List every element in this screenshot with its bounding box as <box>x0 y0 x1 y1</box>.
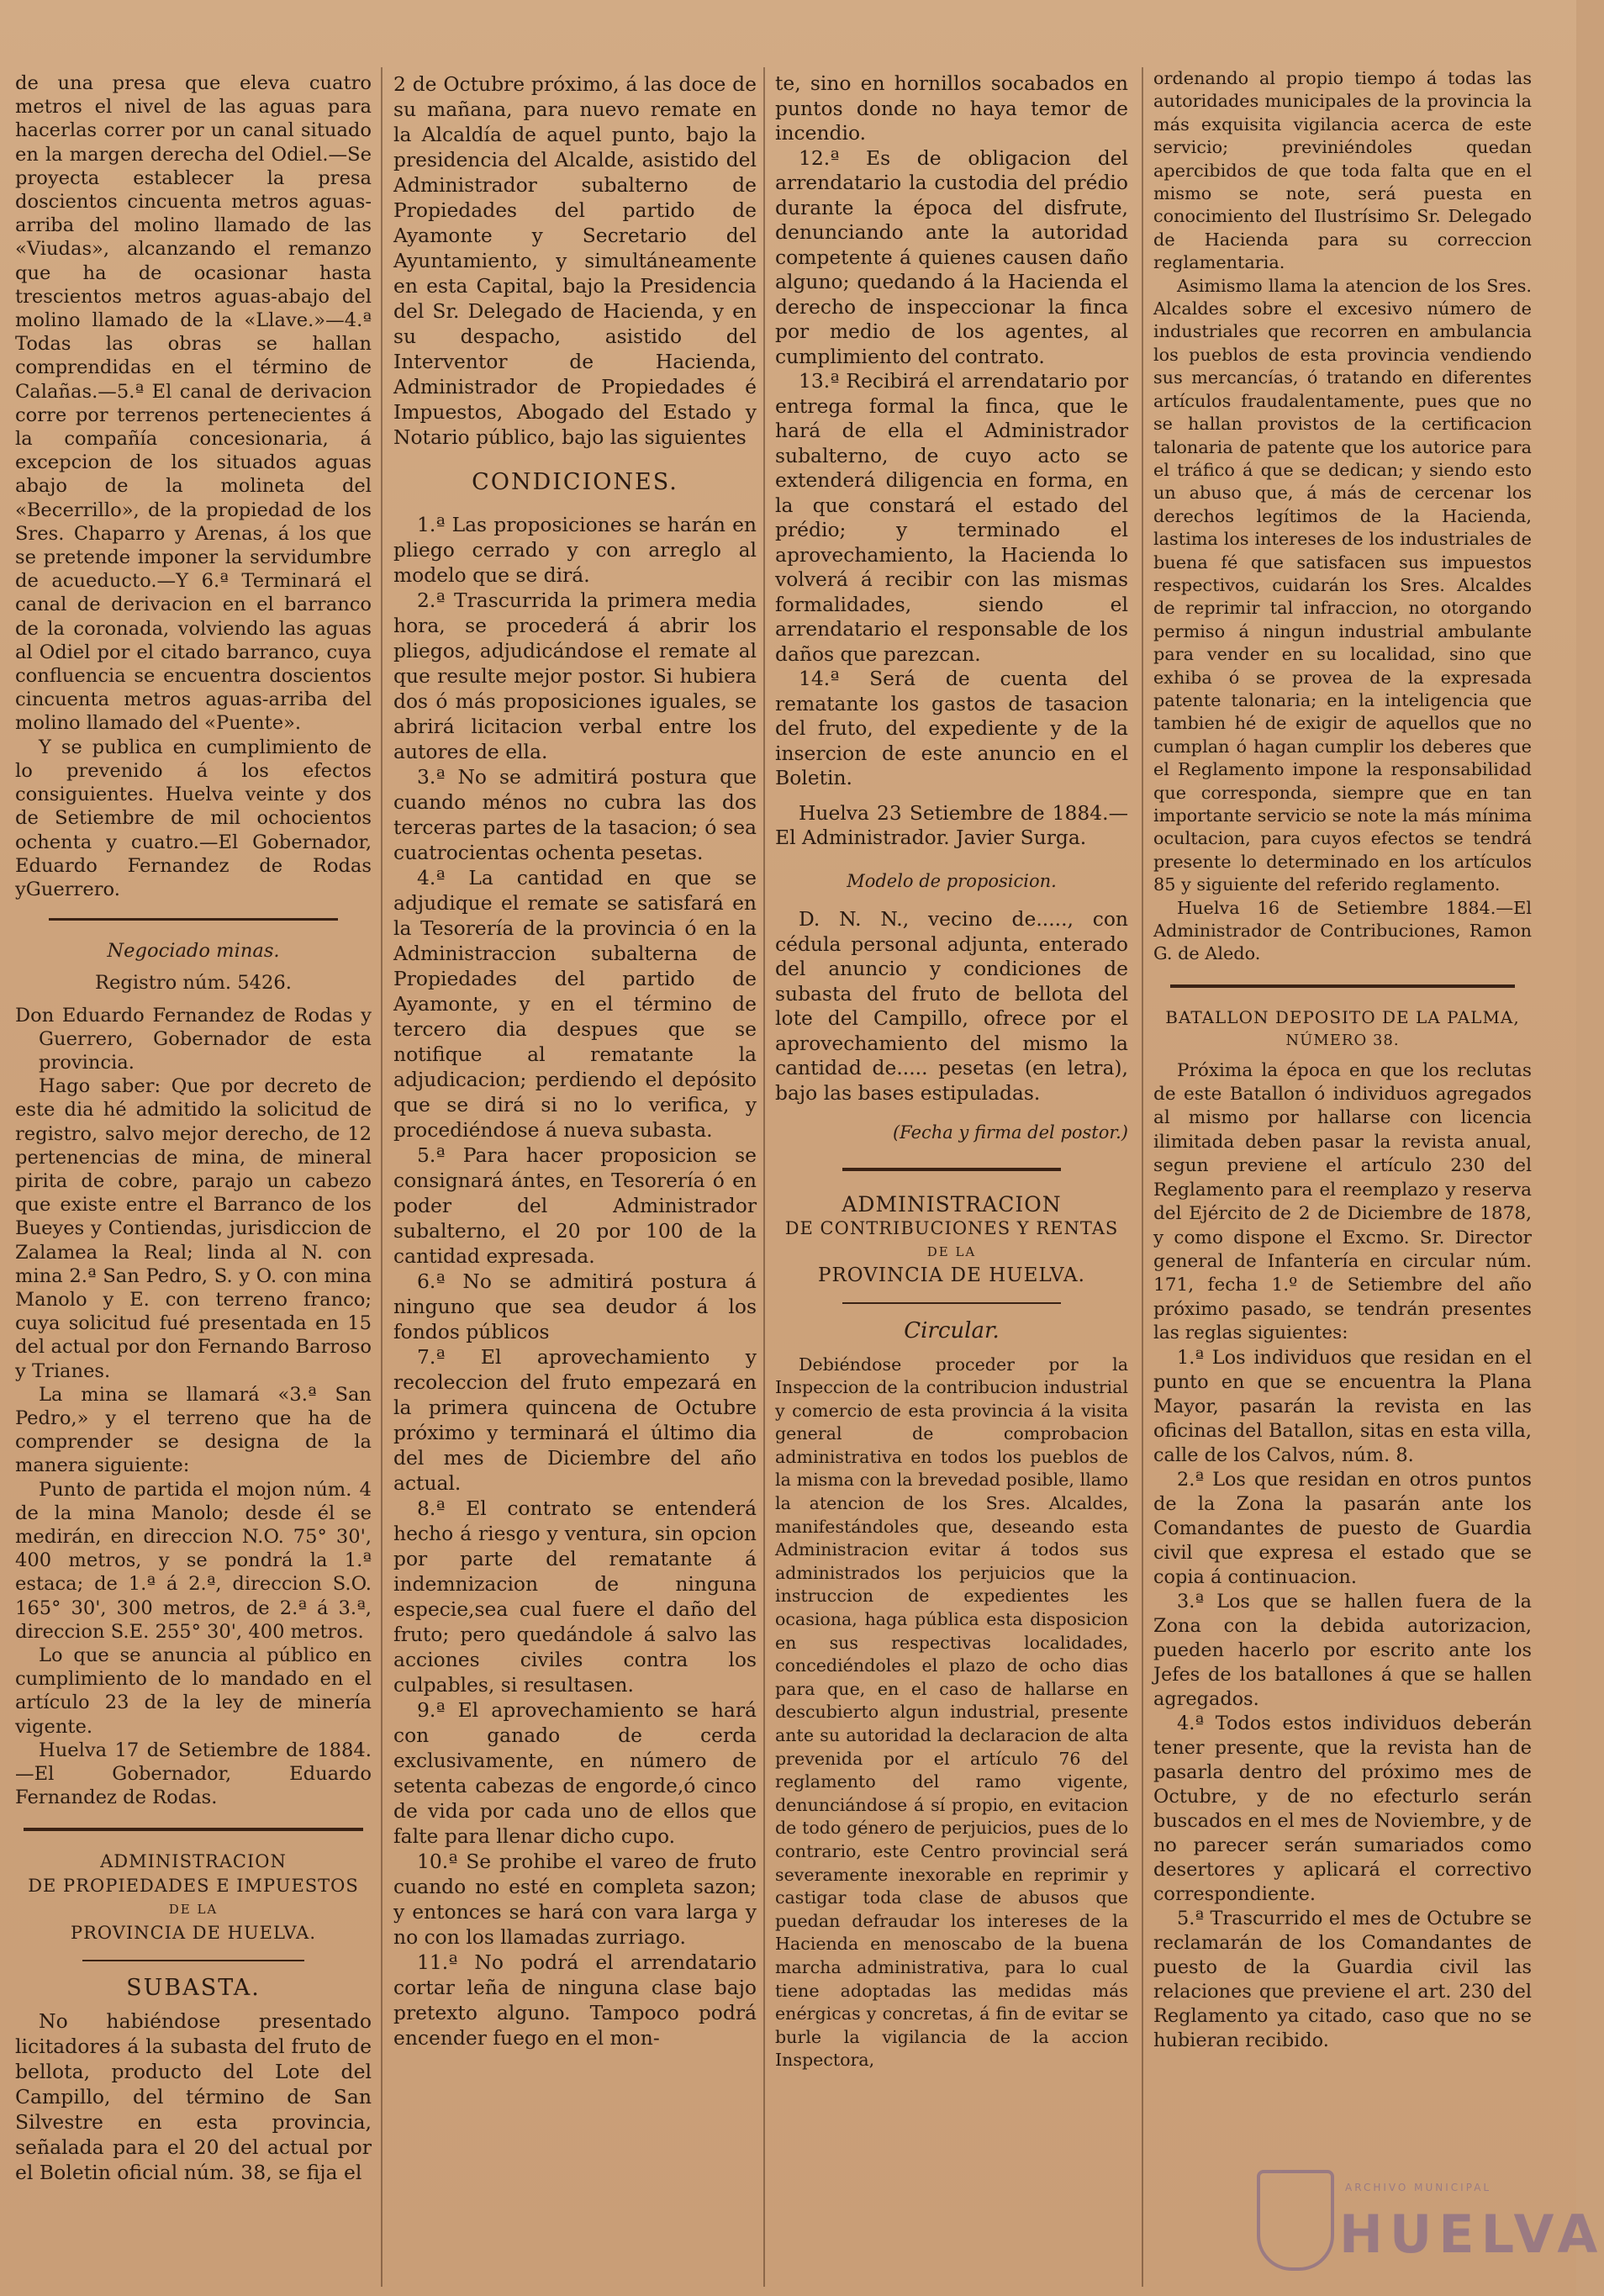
paragraph: te, sino en hornillos socabados en puntos donde no haya temor de incendio. <box>775 71 1128 145</box>
rule-item: 1.ª Los individuos que residan en el punto en que se encuentra la Plana Mayor, pasarán la revista en las oficinas del Batallon, sitas en esta villa, calle de los Calvos, núm. 8. <box>1153 1346 1532 1466</box>
condition: 10.ª Se prohibe el vareo de fruto cuando no esté en completa sazon; y entonces se hará con vara larga y no con los llamadas zurriago. <box>393 1850 757 1949</box>
column-1 <box>15 71 372 2185</box>
heading-line: DE LA <box>168 1901 219 1917</box>
column-divider <box>763 67 765 2287</box>
archive-stamp <box>1257 2155 1604 2281</box>
condition: 11.ª No podrá el arrendatario cortar leña de ninguna clase bajo pretexto alguno. Tampoco podrá encender fuego en el mon- <box>393 1950 757 2050</box>
paragraph: Don Eduardo Fernandez de Rodas y Guerrero, Gobernador de esta provincia. <box>15 1004 372 1074</box>
condition: 1.ª Las proposiciones se harán en pliego cerrado y con arreglo al modelo que se dirá. <box>393 513 757 587</box>
section-rule <box>49 918 338 921</box>
condition: 6.ª No se admitirá postura á ninguno que sea deudor á los fondos públicos <box>393 1269 757 1343</box>
paragraph: Asimismo llama la atencion de los Sres. Alcaldes sobre el excesivo número de industriales que recorren en ambulancia los pueblos de esta provincia vendiendo sus mercancías, ó tratando en diferentes artículos fraudalentamente, pues que no se hallan provistos de la certificacion talonaria de patente que los autorice para el tráfico á que se dedican; y siendo esto un abuso que, á más de cercenar los derechos legítimos de la Hacienda, lastima los intereses de los industriales de buena fé que satisfacen sus impuestos respectivos, cuidarán los Sres. Alcaldes de reprimir tal infraccion, no otorgando permiso á ningun industrial ambulante para vender en su localidad, sino que exhiba ó se provea de la expresada patente talonaria; en la inteligencia que tambien hé de exigir de aquellos que no cumplan ó hagan cumplir los deberes que el Reglamento impone la responsabilidad que corresponda, siempre que en tan importante servicio se note la más mínima ocultacion, para cuyos efectos se tendrá presente lo determinado en los artículos 85 y siguiente del referido reglamento. <box>1153 275 1532 895</box>
condition: 2.ª Trascurrida la primera media hora, se procederá á abrir los pliegos, adjudicándose el remate al que resulte mejor postor. Si hubiera dos ó más proposiciones iguales, se abrirá licitacion verbal entre los autores de ella. <box>393 589 757 763</box>
heading-line: PROVINCIA DE HUELVA. <box>818 1264 1085 1287</box>
condition: 7.ª El aprovechamiento y recoleccion del fruto empezará en la primera quincena de Octubre próximo y terminará el último dia del mes de Diciembre del año actual. <box>393 1345 757 1495</box>
condition: 8.ª El contrato se entenderá hecho á riesgo y ventura, sin opcion por parte del rematante á indemnizacion de ninguna especie,sea cual fuere el daño del fruto; pero quedándole á salvo las acciones civiles contra los culpables, si resultasen. <box>393 1496 757 1697</box>
section-rule <box>24 1828 363 1831</box>
section-heading: CONDICIONES. <box>472 469 678 495</box>
paragraph: Debiéndose proceder por la Inspeccion de la contribucion industrial y comercio de esta provincia á la visita general de comprobacion administrativa en todos los pueblos de la misma con la brevedad posible, llamo la atencion de los Sres. Alcaldes, manifestándoles que, deseando esta Administracion evitar á todos sus administrados los perjuicios que la instruccion de expedientes les ocasiona, haga pública esta disposicion en sus respectivas localidades, concediéndoles el plazo de ocho dias para que, en el caso de hallarse en descubierto algun industrial, presente ante su autoridad la declaracion de alta prevenida por el artículo 76 del reglamento del ramo vigente, denunciándose á sí propio, en evitacion de todo género de perjuicios, pues de lo contrario, este Centro provincial será severamente inexorable en reprimir y castigar toda clase de abusos que puedan defraudar los intereses de la Hacienda en menoscabo de la buena marcha administrativa, para lo cual tiene adoptadas las medidas más enérgicas y concretas, á fin de evitar se burle la vigilancia de la accion Inspectora, <box>775 1354 1128 2071</box>
paragraph: No habiéndose presentado licitadores á la subasta del fruto de bellota, producto del Lote del Campillo, del término de San Silvestre en esta provincia, señalada para el 20 del actual por el Boletin oficial núm. 38, se fija el <box>15 2009 372 2185</box>
rule-item: 5.ª Trascurrido el mes de Octubre se reclamarán de los Comandantes de puesto de la Guardia civil las relaciones que previene el art. 230 del Reglamento ya citado, caso que no se hubieran recibido. <box>1153 1907 1532 2051</box>
paragraph: Próxima la época en que los reclutas de este Batallon ó individuos agregados al mismo por hallarse con licencia ilimitada deben pasar la revista anual, segun previene el artículo 230 del Reglamento para el reemplazo y reserva del Ejército de 2 de Diciembre de 1878, y como dispone el Excmo. Sr. Director general de Infantería en circular núm. 171, fecha 1.º de Setiembre del año próximo pasado, se tendrán presentes las reglas siguientes: <box>1153 1059 1532 1344</box>
paragraph: Lo que se anuncia al público en cumplimiento de lo mandado en el artículo 23 de la ley de minería vigente. <box>15 1644 372 1738</box>
paragraph: de una presa que eleva cuatro metros el nivel de las aguas para hacerlas correr por un canal situado en la margen derecha del Odiel.—Se proyecta establecer la presa doscientos cincuenta metros aguas-arriba del molino llamado de las «Viudas», alcanzando el remanzo que ha de ocasionar hasta trescientos metros aguas-abajo del molino llamado de la «Llave.»—4.ª Todas las obras se hallan comprendidas en el término de Calañas.—5.ª El canal de derivacion corre por terrenos pertenecientes á la compañía concesionaria, á excepcion de los situados aguas abajo de la molineta del «Becerrillo», de la propiedad de los Sres. Chaparro y Arenas, á los que se pretende imponer la servidumbre de acueducto.—Y 6.ª Terminará el canal de derivacion en el barranco de la coronada, volviendo las aguas al Odiel por el citado barranco, cuya confluencia se encuentra doscientos cincuenta metros aguas-arriba del molino llamado del «Puente». <box>15 72 372 735</box>
stamp-label: ARCHIVO MUNICIPAL <box>1345 2182 1492 2193</box>
rule-item: 2.ª Los que residan en otros puntos de la Zona la pasarán ante los Comandantes de puesto de Guardia civil que expresa el estado que se copia á continuacion. <box>1153 1468 1532 1588</box>
condition: 5.ª Para hacer proposicion se consignará ántes, en Tesorería ó en poder del Administrador subalterno, el 20 por 100 de la cantidad expresada. <box>393 1143 757 1268</box>
condition: 3.ª No se admitirá postura que cuando ménos no cubra las dos terceras partes de la tasacion; ó sea cuatrocientas ochenta pesetas. <box>393 765 757 864</box>
heading-line: DE CONTRIBUCIONES Y RENTAS <box>784 1217 1119 1238</box>
paragraph: Hago saber: Que por decreto de este dia hé admitido la solicitud de registro, salvo mejor derecho, de 12 pertenencias de mina, de mineral pirita de cobre, parajo un cabezo que existe entre el Barranco de los Bueyes y Contiendas, jurisdiccion de Zalamea la Real; linda al N. con mina 2.ª San Pedro, S. y O. con mina Manolo y E. con terreno franco; cuya solicitud fué presentada en 15 del actual por don Fernando Barroso y Trianes. <box>15 1075 372 1382</box>
column-divider <box>1142 67 1143 2287</box>
condition: 12.ª Es de obligacion del arrendatario la custodia del prédio durante la época del disfrute, denunciando ante la autoridad competente á quienes causen daño alguno; quedando á la Hacienda el derecho de inspeccionar la finca por medio de los agentes, al cumplimiento del contrato. <box>775 145 1128 368</box>
heading-line: NÚMERO 38. <box>1285 1032 1400 1050</box>
rule-item: 4.ª Todos estos individuos deberán tener presente, que la revista han de pasarla dentro del próximo mes de Octubre, y de no efecturlo serán buscados en el mes de Noviembre, y de no parecer serán sumariados como desertores y aplicará el correctivo correspondiente. <box>1153 1712 1532 1905</box>
model-title: Modelo de proposicion. <box>847 870 1057 891</box>
heading-line: ADMINISTRACION <box>100 1851 287 1872</box>
paragraph: La mina se llamará «3.ª San Pedro,» y el terreno que ha de comprender se designa de la manera siguiente: <box>15 1383 372 1477</box>
section-rule <box>1170 984 1515 988</box>
registro-number: Registro núm. 5426. <box>95 972 292 995</box>
heading-line: DE LA <box>926 1243 977 1259</box>
paragraph: ordenando al propio tiempo á todas las autoridades municipales de la provincia la más exquisita vigilancia acerca de este servicio; previniéndoles quedan apercibidos de que toda falta que en el mismo se note, será puesta en conocimiento del Ilustrísimo Sr. Delegado de Hacienda para su correccion reglamentaria. <box>1153 68 1532 273</box>
seal-icon <box>1257 2170 1334 2271</box>
paragraph: D. N. N., vecino de....., con cédula personal adjunta, enterado del anuncio y condiciones de subasta del fruto de bellota del lote del Campillo, ofrece por el aprovechamiento del mismo la cantidad de..... pesetas (en letra), bajo las bases estipuladas. <box>775 907 1128 1105</box>
condition: 13.ª Recibirá el arrendatario por entrega formal la finca, que le hará de ella el Administrador subalterno, de cuyo acto se extenderá diligencia en forma, en la que constará el estado del prédio; y terminado el aprovechamiento, la Hacienda lo volverá á recibir con las mismas formalidades, siendo el arrendatario el responsable de los daños que parezcan. <box>775 369 1128 666</box>
paragraph: Punto de partida el mojon núm. 4 de la mina Manolo; desde él se medirán, en direccion N.O. 75° 30', 400 metros, y se pondrá la 1.ª estaca; de 1.ª á 2.ª, direccion S.O. 165° 30', 300 metros, de 2.ª á 3.ª, direccion S.E. 255° 30', 400 metros. <box>15 1478 372 1643</box>
column-4 <box>1153 67 1532 2053</box>
paragraph: Huelva 17 de Setiembre de 1884.—El Gobernador, Eduardo Fernandez de Rodas. <box>15 1739 372 1809</box>
heading-line: DE PROPIEDADES E IMPUESTOS <box>28 1875 359 1896</box>
section-heading: SUBASTA. <box>126 1975 261 2002</box>
condition: 4.ª La cantidad en que se adjudique el remate se satisfará en la Tesorería de la provincia ó en la Administraccion subalterna de Propiedades del partido de Ayamonte, y en el término de tercero dia despues que se notifique al rematante la adjudicacion; perdiendo el depósito que se dirá si no lo verifica, y procediéndose á nueva subasta. <box>393 866 757 1142</box>
section-heading: Circular. <box>904 1318 1000 1344</box>
postor-note: (Fecha y firma del postor.) <box>892 1122 1128 1143</box>
paragraph: Y se publica en cumplimiento de lo prevenido á los efectos consiguientes. Huelva veinte y dos de Setiembre de mil ochocientos ochenta y cuatro.—El Gobernador, Eduardo Fernandez de Rodas yGuerrero. <box>15 736 372 900</box>
section-rule <box>82 1960 304 1961</box>
section-rule <box>842 1302 1061 1304</box>
paragraph: 2 de Octubre próximo, á las doce de su mañana, para nuevo remate en la Alcaldía de aquel punto, bajo la presidencia del Alcalde, asistido del Administrador subalterno de Propiedades del partido de Ayamonte y Secretario del Ayuntamiento, y simultáneamente en esta Capital, bajo la Presidencia del Sr. Delegado de Hacienda, y en su despacho, asistido del Interventor de Hacienda, Administrador de Propiedades é Impuestos, Abogado del Estado y Notario público, bajo las siguientes <box>393 72 757 449</box>
section-title: Negociado minas. <box>107 940 280 963</box>
rule-item: 3.ª Los que se hallen fuera de la Zona con la debida autorizacion, pueden hacerlo por escrito ante los Jefes de los batallones á que se hallen agregados. <box>1153 1590 1532 1710</box>
heading-line: ADMINISTRACION <box>842 1191 1062 1217</box>
condition: 14.ª Será de cuenta del rematante los gastos de tasacion del fruto, del expediente y de la insercion de este anuncio en el Boletin. <box>775 667 1128 789</box>
column-divider <box>381 67 383 2287</box>
heading-line: PROVINCIA DE HUELVA. <box>70 1923 317 1944</box>
section-rule <box>842 1168 1061 1171</box>
condition: 9.ª El aprovechamiento se hará con ganado de cerda exclusivamente, en número de setenta cabezas de engorde,ó cinco de vida por cada uno de ellos que falte para llenar dicho cupo. <box>393 1698 757 1848</box>
signature: Huelva 23 Setiembre de 1884.—El Administrador. Javier Surga. <box>775 800 1128 849</box>
column-2 <box>393 71 757 2051</box>
stamp-title: HUELVA <box>1339 2204 1604 2265</box>
signature: Huelva 16 de Setiembre 1884.—El Administrador de Contribuciones, Ramon G. de Aledo. <box>1153 897 1532 964</box>
heading-line: BATALLON DEPOSITO DE LA PALMA, <box>1165 1006 1520 1027</box>
column-3 <box>775 71 1128 2072</box>
